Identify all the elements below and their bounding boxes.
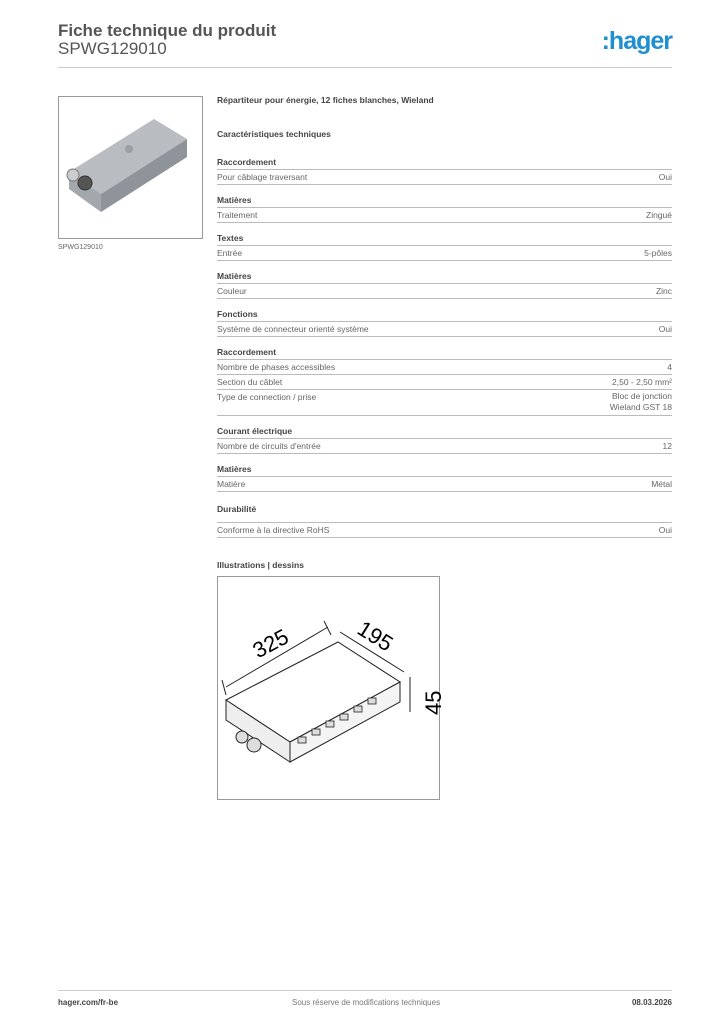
- spec-label: Nombre de circuits d'entrée: [217, 441, 321, 451]
- spec-group: [217, 155, 672, 185]
- spec-value: [659, 170, 672, 184]
- spec-label: Nombre de phases accessibles: [217, 362, 336, 372]
- spec-row: [217, 246, 672, 261]
- spec-group-title: Fonctions: [217, 307, 672, 322]
- spec-value-line: Oui: [658, 525, 672, 535]
- hager-logo: :hager: [601, 27, 672, 55]
- spec-value-line: 4: [667, 362, 672, 372]
- spec-value: [612, 375, 672, 389]
- product-code: SPWG129010: [58, 39, 167, 58]
- spec-value-line: Oui: [658, 172, 672, 182]
- spec-value-line: Zinc: [655, 286, 672, 296]
- spec-value-line: Bloc de jonction: [611, 391, 672, 401]
- spec-column: [217, 95, 672, 570]
- product-image: [58, 96, 203, 239]
- spec-group-title: Durabilité: [217, 502, 672, 523]
- spec-value: [651, 477, 672, 491]
- spec-value: [659, 523, 672, 537]
- spec-group: [217, 424, 672, 454]
- spec-value-line: Oui: [658, 324, 672, 334]
- spec-label: Type de connection / prise: [217, 392, 317, 402]
- spec-value-line: Wieland GST 18: [609, 402, 672, 412]
- spec-row: [217, 360, 672, 375]
- spec-group: [217, 269, 672, 299]
- spec-row: [217, 375, 672, 390]
- footer-divider: [58, 990, 672, 991]
- dimension-length: 325: [248, 623, 293, 664]
- image-caption: SPWG129010: [58, 244, 103, 251]
- spec-value-line: 2,50 - 2,50 mm²: [612, 377, 672, 387]
- footer-date: 08.03.2026: [631, 998, 672, 1007]
- spec-label: Matière: [217, 479, 246, 489]
- spec-label: Système de connecteur orienté système: [217, 324, 369, 334]
- spec-row: [217, 523, 672, 538]
- spec-row: [217, 390, 672, 416]
- page-title: Fiche technique du produit: [58, 21, 277, 40]
- spec-value: [667, 360, 672, 374]
- spec-group-title: Matières: [217, 269, 672, 284]
- spec-label: Conforme à la directive RoHS: [217, 525, 330, 535]
- spec-group: [217, 193, 672, 223]
- spec-group-title: Textes: [217, 231, 672, 246]
- spec-value: [663, 439, 672, 453]
- spec-group: [217, 307, 672, 337]
- spec-label: Traitement: [217, 210, 258, 220]
- spec-value-line: 5-pôles: [644, 248, 672, 258]
- spec-groups: [217, 155, 672, 538]
- spec-group: [217, 502, 672, 538]
- spec-group-title: Matières: [217, 462, 672, 477]
- spec-group: [217, 231, 672, 261]
- spec-group-title: Raccordement: [217, 345, 672, 360]
- product-description: Répartiteur pour énergie, 12 fiches blanches, Wieland: [217, 95, 434, 105]
- footer-site-link[interactable]: hager.com/fr-be: [58, 998, 119, 1007]
- spec-row: [217, 477, 672, 492]
- spec-group-title: Courant électrique: [217, 424, 672, 439]
- spec-value: [644, 246, 672, 260]
- spec-value-line: 12: [662, 441, 672, 451]
- spec-row: [217, 170, 672, 185]
- illustrations-heading: Illustrations | dessins: [217, 560, 304, 570]
- spec-group-title: Raccordement: [217, 155, 672, 170]
- spec-group: [217, 462, 672, 492]
- spec-row: [217, 322, 672, 337]
- specs-heading: Caractéristiques techniques: [217, 129, 331, 139]
- spec-row: [217, 284, 672, 299]
- dimension-width: 195: [353, 615, 398, 657]
- spec-value-line: Zingué: [646, 210, 672, 220]
- spec-value: [610, 390, 672, 415]
- spec-label: Entrée: [217, 248, 243, 258]
- spec-label: Section du câblet: [217, 377, 283, 387]
- spec-row: [217, 208, 672, 223]
- spec-value: [656, 284, 672, 298]
- spec-label: Pour câblage traversant: [217, 172, 308, 182]
- spec-value-line: Métal: [651, 479, 672, 489]
- spec-group: [217, 345, 672, 416]
- dimension-height: 45: [421, 690, 446, 715]
- spec-row: [217, 439, 672, 454]
- spec-label: Couleur: [217, 286, 247, 296]
- spec-value: [659, 322, 672, 336]
- spec-group-title: Matières: [217, 193, 672, 208]
- footer-note: Sous réserve de modifications techniques: [292, 998, 441, 1007]
- divider: [58, 67, 672, 68]
- dimension-drawing: [217, 576, 446, 800]
- spec-value: [646, 208, 672, 222]
